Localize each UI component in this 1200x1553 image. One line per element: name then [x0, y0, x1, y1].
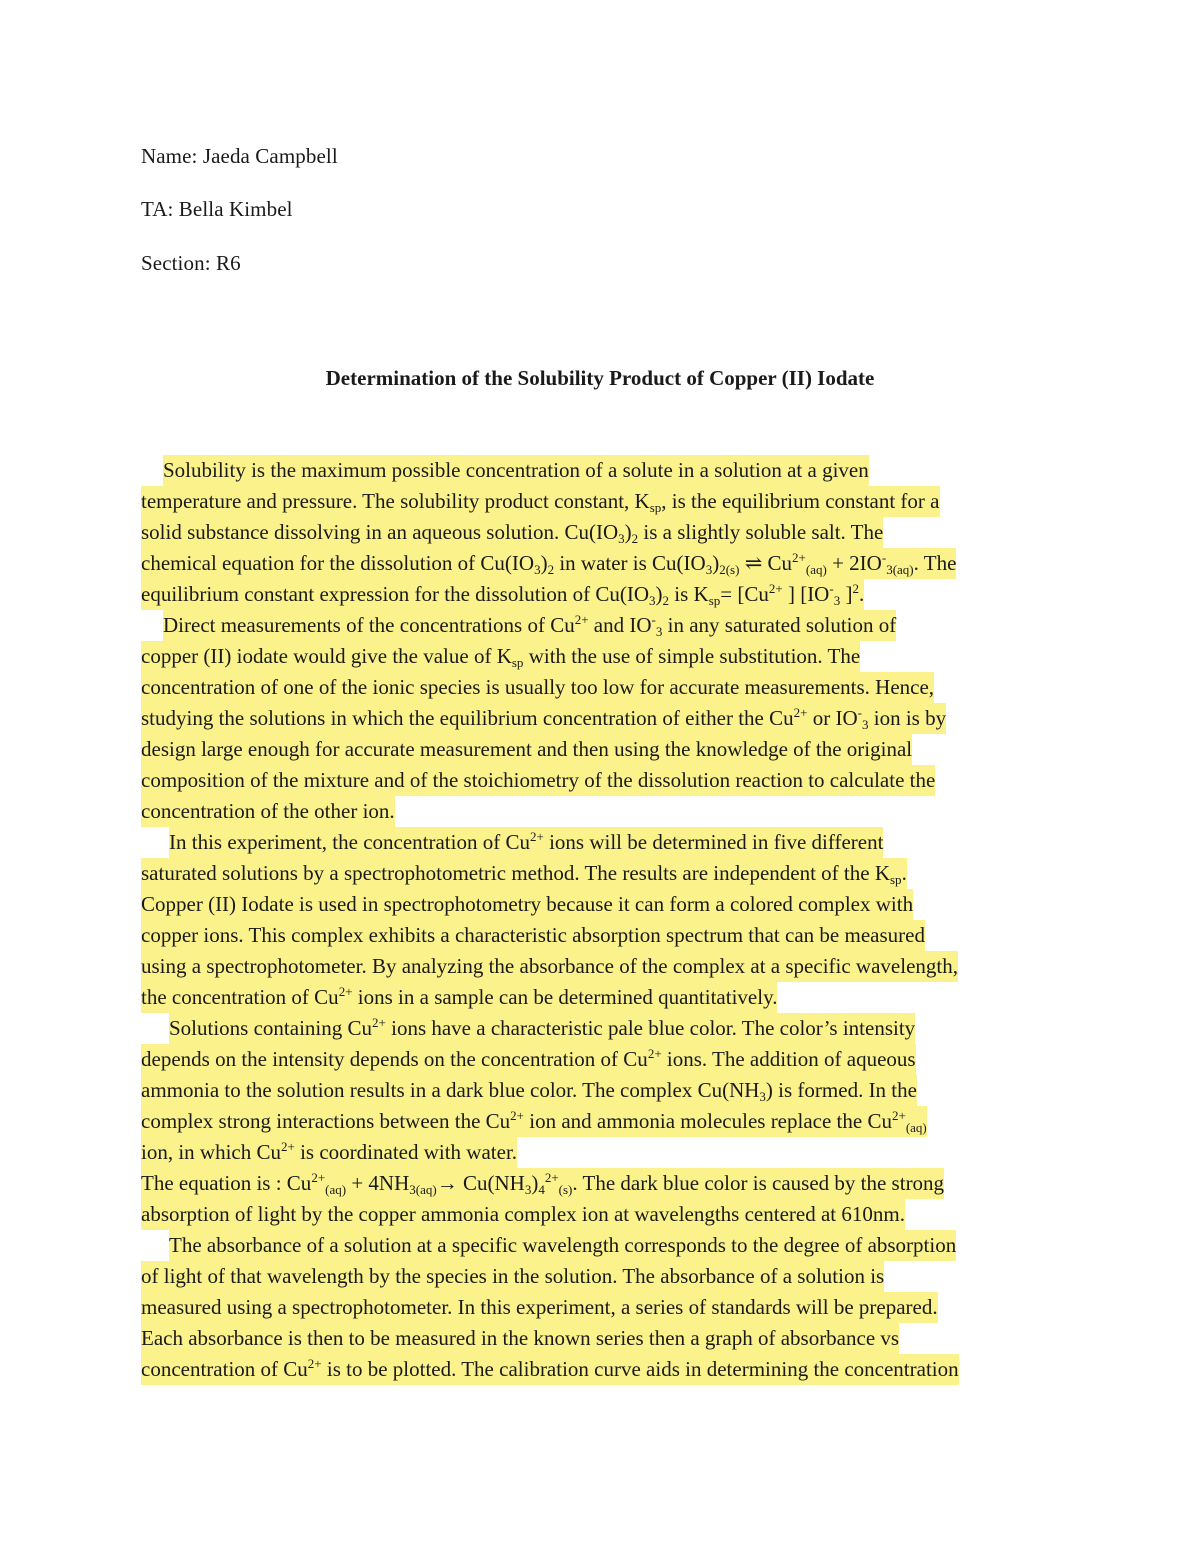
text-line: concentration of the other ion. — [141, 796, 395, 827]
text-line: ammonia to the solution results in a dark blue color. The complex $Cu(NH_3)$ is formed. In the — [141, 1075, 917, 1106]
text-line: The equation is : $Cu^{2+}_{(aq)} + 4NH_{3(aq)}\to Cu(NH_3)_4^{2+}_{(s)}$. The dark blue color is caused by the strong — [141, 1170, 945, 1197]
text-line: studying the solutions in which the equilibrium concentration of either the $Cu^{2+}$ or $IO^-_3$ ion is by — [141, 705, 947, 732]
text-line: temperature and pressure. The solubility product constant, $K_{sp}$, is the equilibrium constant for a — [141, 486, 940, 517]
text-line: complex strong interactions between the $Cu^{2+}$ ion and ammonia molecules replace the $Cu^{2+}_{(aq)}$ — [141, 1108, 927, 1135]
text-line: composition of the mixture and of the stoichiometry of the dissolution reaction to calculate the — [141, 765, 935, 796]
text-line: Solutions containing $Cu^{2+}$ ions have a characteristic pale blue color. The color’s intensity — [141, 1013, 915, 1044]
text-line: The absorbance of a solution at a specific wavelength corresponds to the degree of absorption — [141, 1230, 956, 1261]
text-line: equilibrium constant expression for the dissolution of $Cu(IO_3)_2$ is $K_{sp}= [Cu^{2+}$ ] [$IO^-_3$ ]$^2$. — [141, 581, 865, 608]
text-line: Solubility is the maximum possible concentration of a solute in a solution at a given — [141, 455, 869, 486]
text-line: design large enough for accurate measurement and then using the knowledge of the original — [141, 734, 912, 765]
text-line: concentration of one of the ionic species is usually too low for accurate measurements. Hence, — [141, 672, 934, 703]
text-line: copper ions. This complex exhibits a characteristic absorption spectrum that can be measured — [141, 920, 925, 951]
text-line: Each absorbance is then to be measured in the known series then a graph of absorbance vs — [141, 1323, 899, 1354]
text-line: copper (II) iodate would give the value of $K_{sp}$ with the use of simple substitution. The — [141, 641, 860, 672]
ta-name: TA: Bella Kimbel — [141, 197, 293, 221]
text-line: In this experiment, the concentration of $Cu^{2+}$ ions will be determined in five different — [141, 827, 883, 858]
text-line: Direct measurements of the concentrations of $Cu^{2+}$ and $IO^-_3$ in any saturated solution of — [163, 612, 897, 639]
text-line: the concentration of $Cu^{2+}$ ions in a sample can be determined quantitatively. — [141, 982, 777, 1013]
text-line: ion, in which $Cu^{2+}$ is coordinated with water. — [141, 1137, 517, 1168]
text-line: of light of that wavelength by the species in the solution. The absorbance of a solution is — [141, 1261, 884, 1292]
text-line: Copper (II) Iodate is used in spectrophotometry because it can form a colored complex with — [141, 889, 913, 920]
text-line: chemical equation for the dissolution of $Cu(IO_3)_2$ in water is $Cu(IO_3)_{2(s)}$ ⇌ $Cu^{2+}_{(aq)} + 2IO^-_{3(aq)}$. The — [141, 550, 957, 577]
text-line: measured using a spectrophotometer. In this experiment, a series of standards will be prepared. — [141, 1292, 938, 1323]
document-title: Determination of the Solubility Product of Copper (II) Iodate — [325, 366, 875, 390]
text-line: concentration of $Cu^{2+}$ is to be plotted. The calibration curve aids in determining the concentration — [141, 1354, 959, 1385]
section-label: Section: R6 — [141, 251, 241, 275]
text-line: solid substance dissolving in an aqueous solution. $Cu(IO_3)_2$ is a slightly soluble salt. The — [141, 517, 883, 548]
student-name: Name: Jaeda Campbell — [141, 144, 338, 168]
text-line: saturated solutions by a spectrophotometric method. The results are independent of the $K_{sp}$. — [141, 858, 907, 889]
text-line: depends on the intensity depends on the concentration of $Cu^{2+}$ ions. The addition of aqueous — [141, 1044, 916, 1075]
text-line: using a spectrophotometer. By analyzing the absorbance of the complex at a specific wavelength, — [141, 951, 958, 982]
text-line: absorption of light by the copper ammonia complex ion at wavelengths centered at 610nm. — [141, 1199, 905, 1230]
